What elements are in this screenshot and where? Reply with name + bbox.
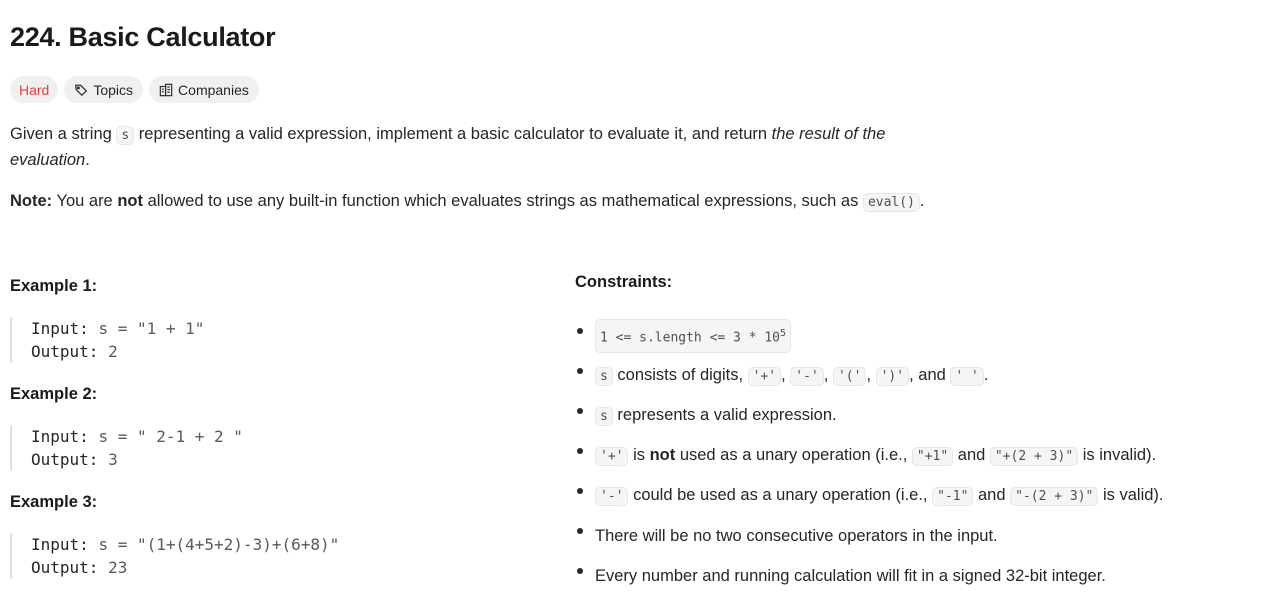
problem-note: Note: You are not allowed to use any built-in function which evaluates strings as mathematical expressions, such as eval() .	[10, 192, 925, 210]
difficulty-badge: Hard	[10, 76, 58, 103]
constraint-item: s consists of digits, '+' , '-' , '(' , ')' , and ' ' .	[575, 356, 1164, 396]
constraint-item: '-' could be used as a unary operation (i.e., "-1" and "-(2 + 3)" is valid).	[575, 476, 1164, 516]
topics-button[interactable]	[64, 76, 143, 103]
tag-icon	[74, 83, 88, 97]
building-icon	[159, 83, 173, 97]
example-1-title: Example 1:	[10, 277, 98, 295]
constraint-item: s represents a valid expression.	[575, 396, 1164, 436]
example-3-title: Example 3:	[10, 493, 98, 511]
problem-description: Given a string s representing a valid expression, implement a basic calculator to evaluate it, and return the result of the evaluation.	[10, 125, 886, 169]
companies-button[interactable]	[149, 76, 259, 103]
companies-label: Companies	[178, 81, 249, 98]
example-3-block: Input: s = "(1+(4+5+2)-3)+(6+8)" Output: 23	[10, 533, 339, 579]
inline-code: 1 <= s.length <= $3 * 10^5$	[595, 319, 791, 353]
constraints-list	[575, 316, 1164, 596]
example-2-title: Example 2:	[10, 385, 98, 403]
inline-code: eval()	[863, 193, 920, 212]
problem-tags	[10, 76, 259, 103]
constraint-item	[575, 316, 1164, 356]
inline-code: s	[116, 126, 134, 145]
topics-label: Topics	[93, 81, 134, 98]
example-1-block: Input: s = "1 + 1" Output: 2	[10, 317, 204, 363]
constraints-title: Constraints:	[575, 273, 673, 291]
constraint-item: Every number and running calculation will fit in a signed 32-bit integer.	[575, 556, 1164, 596]
constraint-item: '+' is not used as a unary operation (i.e., "+1" and "+(2 + 3)" is invalid).	[575, 436, 1164, 476]
constraint-item: There will be no two consecutive operators in the input.	[575, 516, 1164, 556]
problem-title: 224. Basic Calculator	[10, 22, 276, 52]
example-2-block: Input: s = " 2-1 + 2 " Output: 3	[10, 425, 243, 471]
